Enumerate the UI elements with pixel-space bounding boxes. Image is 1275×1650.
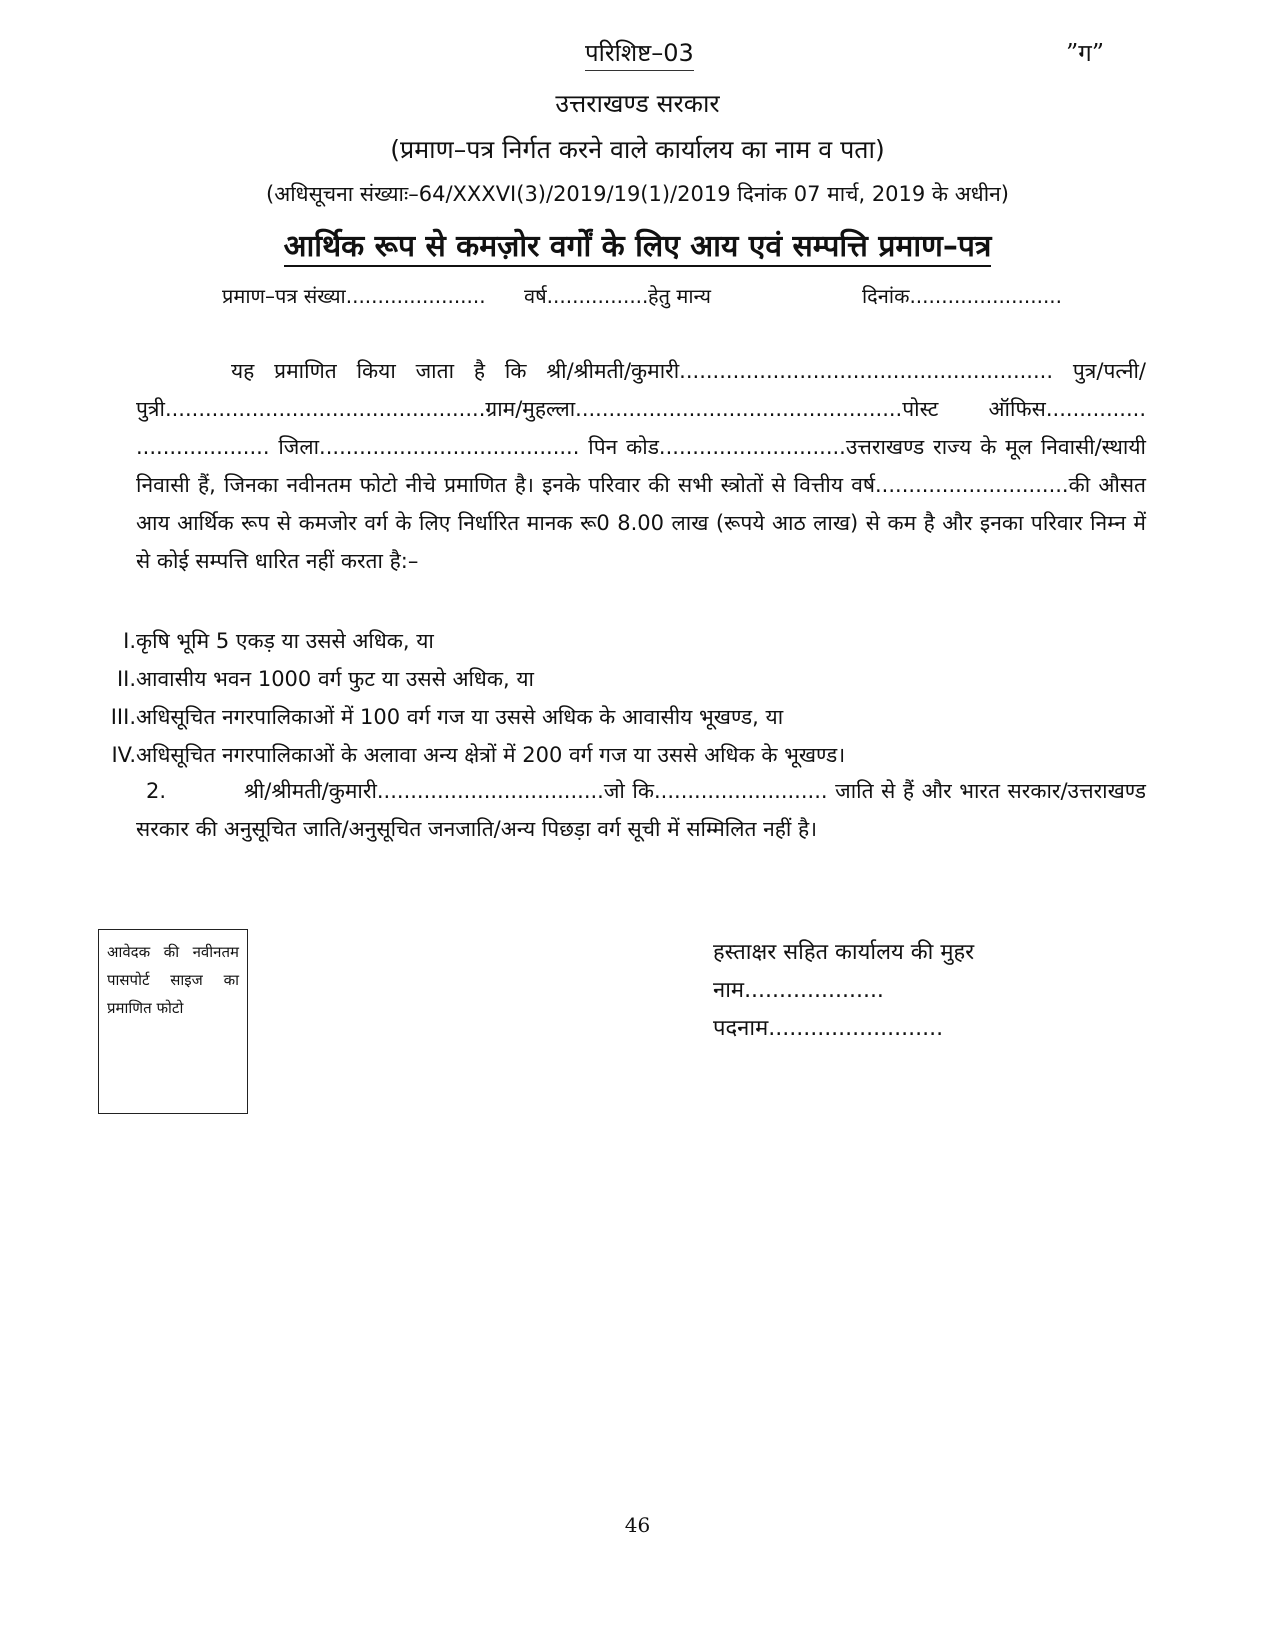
signatory-designation: पदनाम......................... bbox=[713, 1016, 944, 1041]
issuing-office: (प्रमाण–पत्र निर्गत करने वाले कार्यालय का नाम व पता) bbox=[390, 135, 885, 164]
caste-declaration-paragraph bbox=[136, 772, 1146, 848]
list-item-text: अधिसूचित नगरपालिकाओं के अलावा अन्य क्षेत्रों में 200 वर्ग गज या उससे अधिक के भूखण्ड। bbox=[136, 743, 846, 767]
certificate-date: दिनांक........................ bbox=[862, 284, 1063, 308]
list-item bbox=[92, 698, 1152, 736]
notification-reference: (अधिसूचना संख्याः–64/XXXVI(3)/2019/19(1)/2019 दिनांक 07 मार्च, 2019 के अधीन) bbox=[266, 182, 1009, 206]
list-item-text: अधिसूचित नगरपालिकाओं में 100 वर्ग गज या उससे अधिक के आवासीय भूखण्ड, या bbox=[136, 705, 784, 729]
list-item bbox=[92, 622, 1152, 660]
list-item-number: III. bbox=[110, 705, 136, 729]
certificate-number: प्रमाण–पत्र संख्या...................... bbox=[222, 284, 486, 308]
page-number: 46 bbox=[624, 1513, 651, 1537]
paragraph-number: 2. bbox=[146, 779, 167, 803]
list-item bbox=[92, 660, 1152, 698]
certificate-year: वर्ष................ bbox=[524, 284, 649, 308]
certificate-body-paragraph: यह प्रमाणित किया जाता है कि श्री/श्रीमती/कुमारी........................................................ पुत्र/पत्नी/पुत्री................................................ग्राम/मुहल्ला.................................................पोस्ट ऑफिस............... .................... जिला....................................... पिन कोड............................उत्तराखण्ड राज्य के मूल निवासी/स्थायी निवासी हैं, जिनका नवीनतम फोटो नीचे प्रमाणित है। इनके परिवार की सभी स्त्रोतों से वित्तीय वर्ष.............................की औसत आय आर्थिक रूप से कमजोर वर्ग के लिए निर्धारित मानक रू0 8.00 लाख (रूपये आठ लाख) से कम है और इनका परिवार निम्न में से कोई सम्पत्ति धारित नहीं करता है:– bbox=[136, 359, 1146, 573]
certificate-title bbox=[0, 224, 1275, 265]
asset-list bbox=[92, 622, 1152, 774]
photo-box: आवेदक की नवीनतम पासपोर्ट साइज का प्रमाणित फोटो bbox=[98, 929, 248, 1114]
form-mark: ”ग” bbox=[1066, 39, 1105, 67]
appendix-label: परिशिष्ट–03 bbox=[585, 36, 694, 71]
list-item bbox=[92, 736, 1152, 774]
certificate-validity: हेतु मान्य bbox=[648, 284, 712, 308]
list-item-number: II. bbox=[116, 667, 136, 691]
signature-block bbox=[713, 934, 974, 1048]
list-item-number: IV. bbox=[111, 743, 136, 767]
list-item-text: कृषि भूमि 5 एकड़ या उससे अधिक, या bbox=[136, 629, 434, 653]
certificate-title-text: आर्थिक रूप से कमज़ोर वर्गों के लिए आय एवं सम्पत्ति प्रमाण–पत्र bbox=[284, 229, 992, 267]
government-name: उत्तराखण्ड सरकार bbox=[555, 89, 720, 118]
caste-declaration-text: श्री/श्रीमती/कुमारी..................................जो कि.......................... जाति से हैं और भारत सरकार/उत्तराखण्ड सरकार की अनुसूचित जाति/अनुसूचित जनजाति/अन्य पिछड़ा वर्ग सूची में सम्मिलित नहीं है। bbox=[136, 779, 1146, 841]
list-item-number: I. bbox=[123, 629, 136, 653]
signatory-name: नाम.................... bbox=[713, 978, 884, 1003]
list-item-text: आवासीय भवन 1000 वर्ग फुट या उससे अधिक, या bbox=[136, 667, 534, 691]
signature-seal-label: हस्ताक्षर सहित कार्यालय की मुहर bbox=[713, 940, 975, 965]
